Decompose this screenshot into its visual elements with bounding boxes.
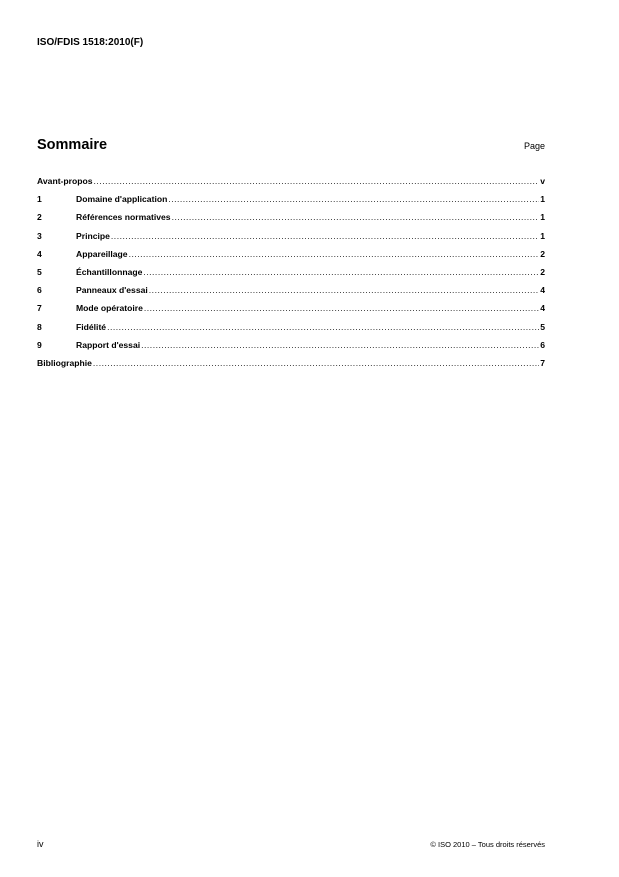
footer-copyright: © ISO 2010 – Tous droits réservés: [430, 840, 545, 849]
toc-entry-label: Fidélité: [76, 321, 107, 332]
toc-entry-label: Mode opératoire: [76, 303, 143, 314]
toc-entry[interactable]: [37, 340, 545, 358]
toc-entry-number: 3: [37, 230, 42, 241]
toc-entry-page: 4: [540, 285, 545, 296]
toc-entry-page: 2: [540, 248, 545, 259]
toc-leader-dots: [144, 303, 539, 313]
toc-entry-number: 5: [37, 266, 42, 277]
toc-entry-page: 2: [540, 266, 545, 277]
toc-entry-number: 6: [37, 285, 42, 296]
toc-entry-page: 5: [540, 321, 545, 332]
toc-entry-number: 7: [37, 303, 42, 314]
toc-entry-label: Références normatives: [76, 212, 171, 223]
toc-leader-dots: [94, 176, 540, 186]
toc-leader-dots: [107, 322, 539, 332]
toc-title: Sommaire: [37, 137, 108, 153]
toc-entry-label: Avant-propos: [37, 176, 93, 186]
toc-entry-number: 1: [37, 194, 42, 205]
toc-entry-page: 4: [540, 303, 545, 314]
footer-page-number: iv: [37, 839, 44, 849]
toc-entry[interactable]: [37, 303, 545, 321]
toc-entry[interactable]: [37, 249, 545, 267]
table-of-contents: [37, 176, 545, 376]
toc-entry-label: Panneaux d'essai: [76, 285, 148, 296]
toc-leader-dots: [168, 194, 539, 204]
toc-entry-page: 7: [540, 357, 545, 368]
toc-entry-number: 4: [37, 248, 42, 259]
toc-entry-label: Appareillage: [76, 248, 128, 259]
toc-entry-page: 6: [540, 339, 545, 350]
toc-leader-dots: [129, 249, 540, 259]
toc-page-label: Page: [523, 141, 545, 151]
toc-leader-dots: [141, 340, 539, 350]
toc-entry[interactable]: [37, 267, 545, 285]
toc-leader-dots: [149, 285, 539, 295]
toc-entry[interactable]: [37, 194, 545, 212]
toc-entry-label: Rapport d'essai: [76, 339, 141, 350]
toc-entry[interactable]: [37, 231, 545, 249]
toc-leader-dots: [143, 267, 539, 277]
toc-entry-page: 1: [540, 230, 545, 241]
toc-entry-label: Principe: [76, 230, 110, 241]
toc-entry-page: 1: [540, 212, 545, 223]
toc-entry[interactable]: [37, 322, 545, 340]
toc-entry-page: v: [540, 176, 545, 186]
toc-entry[interactable]: [37, 176, 545, 194]
toc-entry-number: 2: [37, 212, 42, 223]
toc-entry[interactable]: [37, 212, 545, 230]
toc-entry-label: Échantillonnage: [76, 266, 143, 277]
toc-entry-label: Bibliographie: [37, 357, 92, 368]
toc-entry-number: 9: [37, 339, 42, 350]
toc-entry-number: 8: [37, 321, 42, 332]
toc-entry[interactable]: [37, 285, 545, 303]
toc-entry-page: 1: [540, 194, 545, 205]
toc-leader-dots: [172, 212, 540, 222]
toc-entry-label: Domaine d'application: [76, 194, 168, 205]
document-header-code: ISO/FDIS 1518:2010(F): [37, 37, 144, 48]
toc-entry[interactable]: [37, 358, 545, 376]
toc-leader-dots: [93, 358, 539, 368]
toc-leader-dots: [111, 231, 539, 241]
